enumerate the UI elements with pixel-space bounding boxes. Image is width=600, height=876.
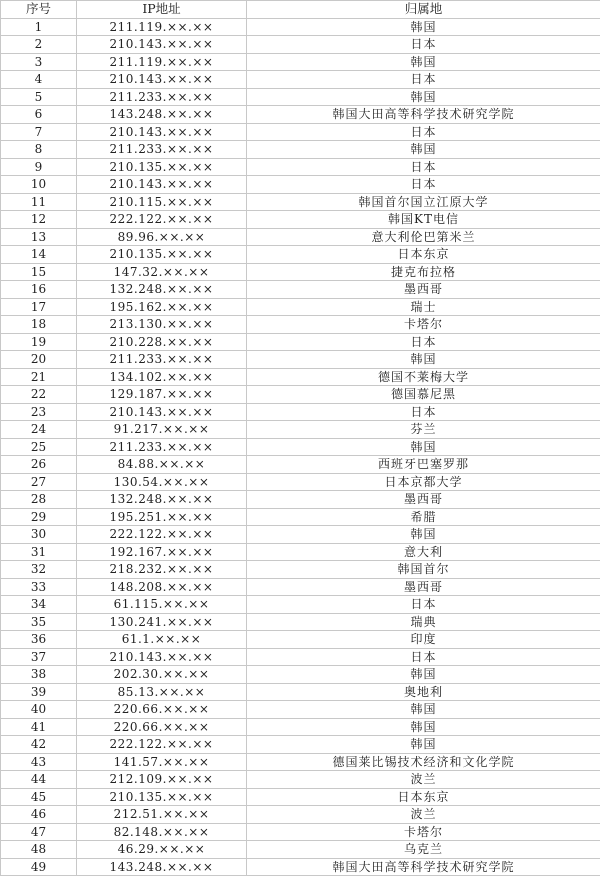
- ip-address-cell: 132.248.××.××: [77, 491, 247, 509]
- serial-number-cell: 10: [1, 176, 77, 194]
- ip-address-cell: 132.248.××.××: [77, 281, 247, 299]
- location-cell: 日本: [247, 403, 600, 421]
- table-row: [1, 123, 600, 141]
- table-row: [1, 753, 600, 771]
- ip-address-cell: 210.135.××.××: [77, 158, 247, 176]
- location-cell: 韩国: [247, 701, 600, 719]
- table-row: [1, 158, 600, 176]
- ip-address-cell: 210.143.××.××: [77, 403, 247, 421]
- ip-address-cell: 220.66.××.××: [77, 718, 247, 736]
- location-cell: 韩国大田高等科学技术研究学院: [247, 858, 600, 876]
- table-row: [1, 333, 600, 351]
- location-cell: 墨西哥: [247, 491, 600, 509]
- table-body: [1, 18, 600, 876]
- ip-address-cell: 222.122.××.××: [77, 736, 247, 754]
- table-row: [1, 456, 600, 474]
- serial-number-cell: 9: [1, 158, 77, 176]
- location-cell: 韩国: [247, 351, 600, 369]
- table-row: [1, 53, 600, 71]
- ip-address-cell: 134.102.××.××: [77, 368, 247, 386]
- serial-number-cell: 13: [1, 228, 77, 246]
- location-cell: 日本: [247, 648, 600, 666]
- location-cell: 日本: [247, 596, 600, 614]
- table-row: [1, 421, 600, 439]
- serial-number-cell: 27: [1, 473, 77, 491]
- table-row: [1, 141, 600, 159]
- location-cell: 希腊: [247, 508, 600, 526]
- ip-address-cell: 89.96.××.××: [77, 228, 247, 246]
- ip-address-cell: 202.30.××.××: [77, 666, 247, 684]
- serial-number-cell: 31: [1, 543, 77, 561]
- ip-address-cell: 192.167.××.××: [77, 543, 247, 561]
- ip-address-cell: 195.162.××.××: [77, 298, 247, 316]
- ip-address-cell: 147.32.××.××: [77, 263, 247, 281]
- serial-number-cell: 3: [1, 53, 77, 71]
- ip-address-cell: 210.143.××.××: [77, 36, 247, 54]
- location-cell: 西班牙巴塞罗那: [247, 456, 600, 474]
- serial-number-cell: 18: [1, 316, 77, 334]
- ip-address-cell: 91.217.××.××: [77, 421, 247, 439]
- ip-address-cell: 129.187.××.××: [77, 386, 247, 404]
- serial-number-cell: 4: [1, 71, 77, 89]
- ip-address-cell: 213.130.××.××: [77, 316, 247, 334]
- serial-number-cell: 32: [1, 561, 77, 579]
- table-row: [1, 578, 600, 596]
- location-cell: 卡塔尔: [247, 316, 600, 334]
- serial-number-cell: 44: [1, 771, 77, 789]
- serial-number-cell: 19: [1, 333, 77, 351]
- ip-address-cell: 195.251.××.××: [77, 508, 247, 526]
- table-row: [1, 368, 600, 386]
- ip-address-cell: 130.241.××.××: [77, 613, 247, 631]
- serial-number-cell: 38: [1, 666, 77, 684]
- location-cell: 奥地利: [247, 683, 600, 701]
- ip-address-cell: 211.233.××.××: [77, 351, 247, 369]
- table-row: [1, 473, 600, 491]
- table-row: [1, 246, 600, 264]
- serial-number-cell: 29: [1, 508, 77, 526]
- table-row: [1, 613, 600, 631]
- serial-number-cell: 43: [1, 753, 77, 771]
- location-cell: 韩国: [247, 18, 600, 36]
- serial-number-cell: 42: [1, 736, 77, 754]
- table-row: [1, 823, 600, 841]
- location-cell: 日本: [247, 71, 600, 89]
- table-row: [1, 386, 600, 404]
- location-cell: 韩国: [247, 53, 600, 71]
- location-cell: 德国不莱梅大学: [247, 368, 600, 386]
- table-row: [1, 71, 600, 89]
- table-row: [1, 771, 600, 789]
- serial-number-cell: 16: [1, 281, 77, 299]
- location-cell: 韩国首尔国立江原大学: [247, 193, 600, 211]
- table-row: [1, 806, 600, 824]
- location-cell: 韩国: [247, 526, 600, 544]
- ip-address-cell: 61.1.××.××: [77, 631, 247, 649]
- location-cell: 意大利: [247, 543, 600, 561]
- table-row: [1, 298, 600, 316]
- location-cell: 捷克布拉格: [247, 263, 600, 281]
- ip-address-cell: 211.119.××.××: [77, 18, 247, 36]
- location-cell: 德国慕尼黑: [247, 386, 600, 404]
- serial-number-cell: 36: [1, 631, 77, 649]
- table-row: [1, 508, 600, 526]
- table-row: [1, 176, 600, 194]
- ip-address-cell: 211.233.××.××: [77, 141, 247, 159]
- ip-address-cell: 211.233.××.××: [77, 88, 247, 106]
- ip-address-cell: 210.143.××.××: [77, 648, 247, 666]
- location-cell: 日本: [247, 333, 600, 351]
- ip-address-cell: 211.233.××.××: [77, 438, 247, 456]
- location-cell: 日本东京: [247, 246, 600, 264]
- table-row: [1, 858, 600, 876]
- table-row: [1, 841, 600, 859]
- ip-address-cell: 82.148.××.××: [77, 823, 247, 841]
- serial-number-cell: 49: [1, 858, 77, 876]
- table-row: [1, 228, 600, 246]
- table-row: [1, 403, 600, 421]
- serial-number-cell: 7: [1, 123, 77, 141]
- table-row: [1, 788, 600, 806]
- ip-address-cell: 210.135.××.××: [77, 788, 247, 806]
- location-cell: 德国莱比锡技术经济和文化学院: [247, 753, 600, 771]
- table-row: [1, 526, 600, 544]
- serial-number-cell: 15: [1, 263, 77, 281]
- location-cell: 韩国: [247, 666, 600, 684]
- location-cell: 日本: [247, 158, 600, 176]
- serial-number-cell: 45: [1, 788, 77, 806]
- serial-number-cell: 14: [1, 246, 77, 264]
- serial-number-cell: 46: [1, 806, 77, 824]
- serial-number-cell: 11: [1, 193, 77, 211]
- location-cell: 日本: [247, 176, 600, 194]
- serial-number-cell: 25: [1, 438, 77, 456]
- header-row: [1, 1, 600, 19]
- table-row: [1, 631, 600, 649]
- location-cell: 波兰: [247, 806, 600, 824]
- serial-number-cell: 26: [1, 456, 77, 474]
- location-cell: 日本东京: [247, 788, 600, 806]
- ip-address-cell: 210.143.××.××: [77, 123, 247, 141]
- serial-number-cell: 28: [1, 491, 77, 509]
- ip-address-cell: 148.208.××.××: [77, 578, 247, 596]
- table-row: [1, 543, 600, 561]
- serial-number-cell: 34: [1, 596, 77, 614]
- table-row: [1, 438, 600, 456]
- ip-address-cell: 211.119.××.××: [77, 53, 247, 71]
- serial-number-cell: 48: [1, 841, 77, 859]
- serial-number-cell: 17: [1, 298, 77, 316]
- location-cell: 韩国: [247, 88, 600, 106]
- ip-address-cell: 130.54.××.××: [77, 473, 247, 491]
- serial-number-cell: 23: [1, 403, 77, 421]
- serial-number-cell: 6: [1, 106, 77, 124]
- serial-number-cell: 8: [1, 141, 77, 159]
- table-row: [1, 701, 600, 719]
- ip-address-cell: 84.88.××.××: [77, 456, 247, 474]
- table-row: [1, 316, 600, 334]
- serial-number-cell: 41: [1, 718, 77, 736]
- location-cell: 波兰: [247, 771, 600, 789]
- serial-number-cell: 39: [1, 683, 77, 701]
- serial-number-cell: 24: [1, 421, 77, 439]
- location-cell: 韩国: [247, 718, 600, 736]
- serial-number-cell: 5: [1, 88, 77, 106]
- header-serial-number: 序号: [1, 1, 77, 19]
- ip-address-cell: 61.115.××.××: [77, 596, 247, 614]
- table-row: [1, 351, 600, 369]
- serial-number-cell: 40: [1, 701, 77, 719]
- serial-number-cell: 47: [1, 823, 77, 841]
- serial-number-cell: 30: [1, 526, 77, 544]
- table-row: [1, 281, 600, 299]
- location-cell: 日本: [247, 123, 600, 141]
- table-row: [1, 193, 600, 211]
- ip-address-cell: 210.143.××.××: [77, 176, 247, 194]
- table-row: [1, 88, 600, 106]
- table-row: [1, 491, 600, 509]
- serial-number-cell: 22: [1, 386, 77, 404]
- ip-address-cell: 210.135.××.××: [77, 246, 247, 264]
- table-row: [1, 36, 600, 54]
- ip-address-cell: 222.122.××.××: [77, 211, 247, 229]
- table-row: [1, 683, 600, 701]
- serial-number-cell: 21: [1, 368, 77, 386]
- location-cell: 韩国: [247, 736, 600, 754]
- location-cell: 瑞士: [247, 298, 600, 316]
- ip-address-cell: 212.51.××.××: [77, 806, 247, 824]
- ip-address-cell: 220.66.××.××: [77, 701, 247, 719]
- location-cell: 韩国KT电信: [247, 211, 600, 229]
- location-cell: 日本京都大学: [247, 473, 600, 491]
- location-cell: 瑞典: [247, 613, 600, 631]
- serial-number-cell: 12: [1, 211, 77, 229]
- table-row: [1, 648, 600, 666]
- serial-number-cell: 1: [1, 18, 77, 36]
- ip-address-cell: 141.57.××.××: [77, 753, 247, 771]
- location-cell: 印度: [247, 631, 600, 649]
- location-cell: 墨西哥: [247, 281, 600, 299]
- location-cell: 韩国首尔: [247, 561, 600, 579]
- table-row: [1, 263, 600, 281]
- location-cell: 芬兰: [247, 421, 600, 439]
- ip-address-cell: 212.109.××.××: [77, 771, 247, 789]
- header-ip-address: IP地址: [77, 1, 247, 19]
- ip-address-cell: 85.13.××.××: [77, 683, 247, 701]
- table-row: [1, 106, 600, 124]
- table-row: [1, 561, 600, 579]
- table-row: [1, 18, 600, 36]
- header-location: 归属地: [247, 1, 600, 19]
- location-cell: 韩国大田高等科学技术研究学院: [247, 106, 600, 124]
- serial-number-cell: 37: [1, 648, 77, 666]
- location-cell: 韩国: [247, 438, 600, 456]
- serial-number-cell: 35: [1, 613, 77, 631]
- table-row: [1, 211, 600, 229]
- serial-number-cell: 20: [1, 351, 77, 369]
- ip-address-cell: 210.143.××.××: [77, 71, 247, 89]
- location-cell: 乌克兰: [247, 841, 600, 859]
- location-cell: 卡塔尔: [247, 823, 600, 841]
- ip-address-cell: 143.248.××.××: [77, 858, 247, 876]
- table-row: [1, 596, 600, 614]
- serial-number-cell: 33: [1, 578, 77, 596]
- location-cell: 墨西哥: [247, 578, 600, 596]
- ip-address-cell: 143.248.××.××: [77, 106, 247, 124]
- ip-address-cell: 46.29.××.××: [77, 841, 247, 859]
- table-row: [1, 718, 600, 736]
- table-row: [1, 736, 600, 754]
- location-cell: 韩国: [247, 141, 600, 159]
- table-row: [1, 666, 600, 684]
- serial-number-cell: 2: [1, 36, 77, 54]
- ip-address-cell: 222.122.××.××: [77, 526, 247, 544]
- ip-address-cell: 210.228.××.××: [77, 333, 247, 351]
- ip-address-cell: 210.115.××.××: [77, 193, 247, 211]
- location-cell: 意大利伦巴第米兰: [247, 228, 600, 246]
- location-cell: 日本: [247, 36, 600, 54]
- ip-address-cell: 218.232.××.××: [77, 561, 247, 579]
